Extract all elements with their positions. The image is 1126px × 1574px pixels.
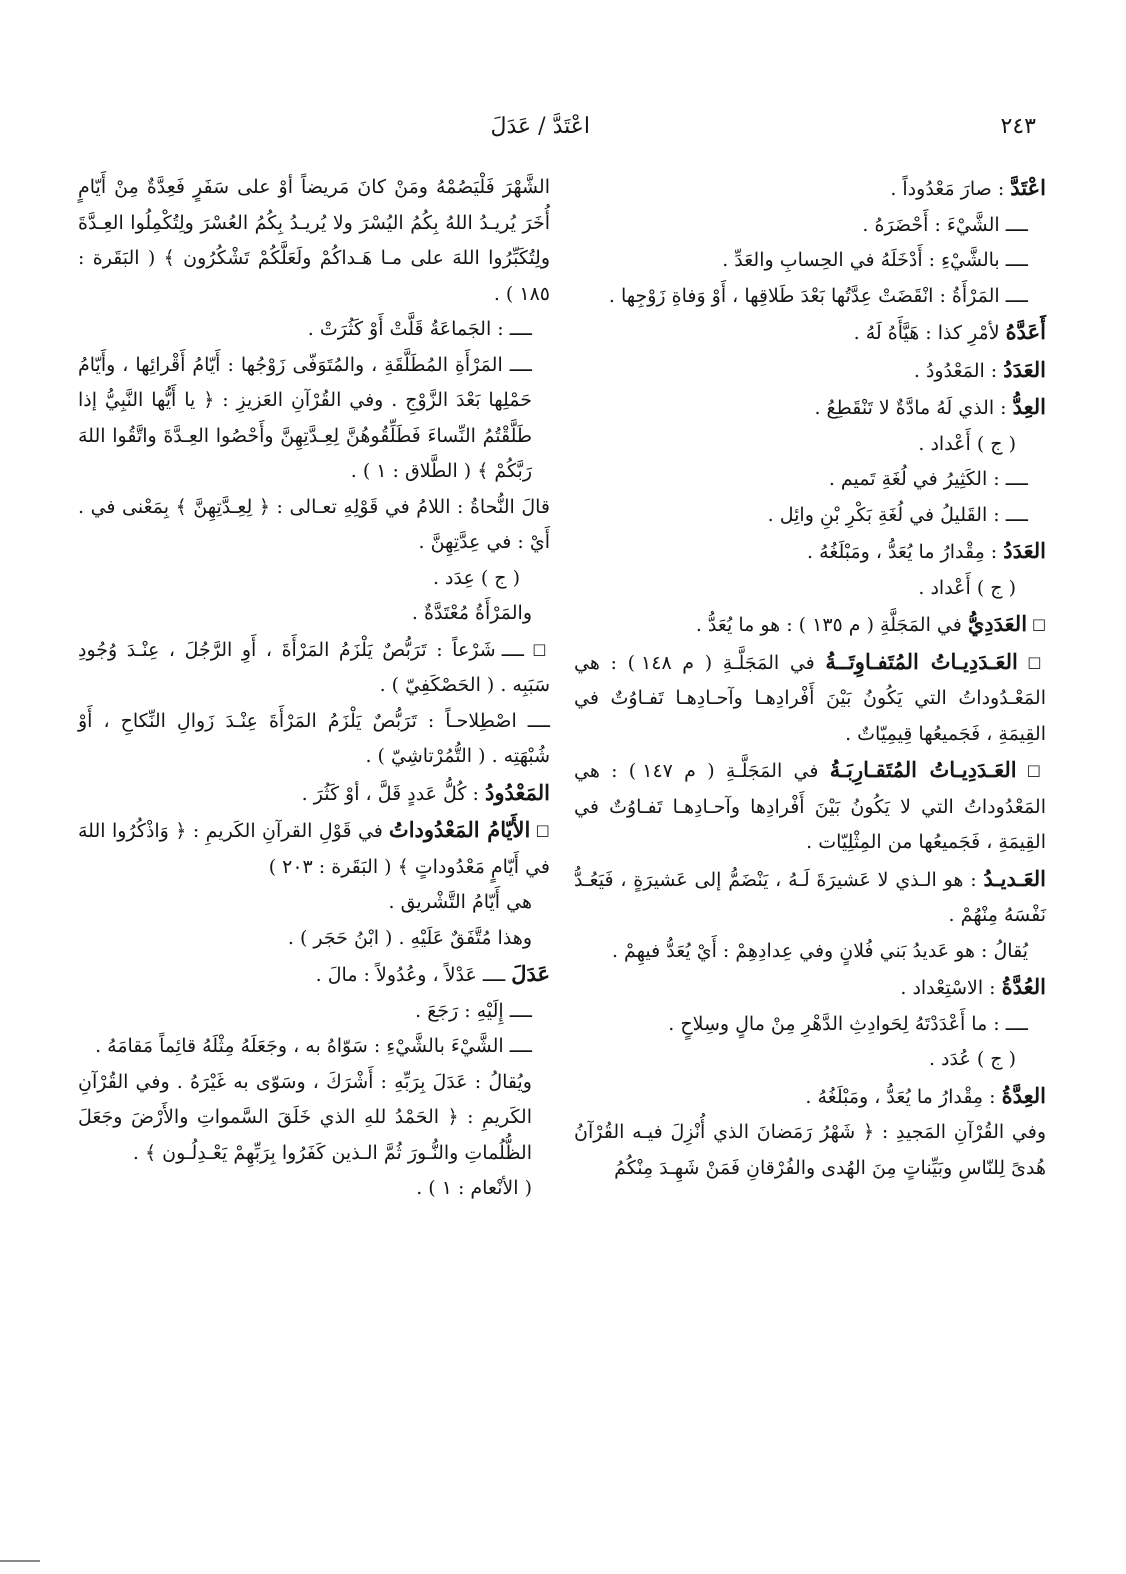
dictionary-line: هي أَيّامُ التَّشْريق . (388, 891, 532, 913)
headword: العِدُّ (1012, 394, 1046, 419)
definition-text: في المَجَلَّةِ ( م ١٣٥ ) : هو ما يُعَدُّ . (695, 614, 968, 636)
dictionary-entry (574, 861, 1046, 934)
dictionary-line: الشَّهْرَ فَلْيَصُمْهُ ومَنْ كانَ مَريضاً أوْ على سَفَرٍ فَعِدَّةٌ مِنْ أَيّامٍ أُخَرَ يُريـدُ اللهُ بِكُمُ اليُسْرَ ولا يُريـدُ بِكُمُ العُسْرَ ولِتُكْمِلُوا العِـدَّةَ ولِتُكَبِّرُوا اللهَ على مـا هَـداكُمْ ولَعَلَّكُمْ تَشْكُرُون ﴾ ( البَقَرة : ١٨٥ ) . (78, 176, 550, 305)
headword: العِدَّةُ (1001, 1082, 1046, 1108)
dictionary-entry (574, 389, 1046, 427)
dictionary-entry (574, 170, 1046, 208)
headword: العُدَّةُ (1001, 974, 1046, 999)
dictionary-entry (574, 314, 1046, 352)
dictionary-line: والمَرْأَةُ مُعْتَدَّةٌ . (411, 602, 532, 624)
definition-text: في قَوْلِ القرآنِ الكَريمِ : ﴿ وَاذْكُرُوا اللهَ في أَيّامٍ مَعْدُوداتٍ ﴾ ( البَقَرة : ٢٠٣ ) (78, 820, 550, 878)
definition-text: : صارَ مَعْدُوداً . (890, 178, 1011, 200)
dictionary-entry (574, 533, 1046, 571)
dictionary-entry (574, 969, 1046, 1007)
boxed-entry (78, 812, 550, 885)
headword: اعْتَدَّ (1010, 175, 1046, 200)
dictionary-line: ــــ المَرْأَةُ : انْقَضَتْ عِدَّتُها بَعْدَ طَلاقِها ، أَوْ وَفاةِ زَوْجِها . (608, 284, 1028, 307)
dictionary-line: ــــ إِلَيْهِ : رَجَعَ . (415, 999, 532, 1022)
dictionary-line: ــــ : ما أَعْدَدْتَهُ لِحَوادِثِ الدَّهْرِ مِنْ مالٍ وسِلاحٍ . (668, 1012, 1028, 1035)
definition-text: ــــ شَرْعاً : تَرَبُّصٌ يَلْزَمُ المَرْأَةَ ، أَوِ الرَّجُلَ ، عِنْـدَ وُجُودِ سَبَبِه . ( الحَصْكَفِيّ ) . (78, 638, 550, 696)
boxed-entry (78, 632, 550, 704)
dictionary-line: وفي القُرْآنِ المَجيدِ : ﴿ شَهْرُ رَمَضانَ الذي أُنْزِلَ فيـه القُرْآنُ هُدىً لِلنّاسِ وبَيِّناتٍ مِنَ الهُدى والفُرْقانِ فَمَنْ شَهِـدَ مِنْكُمُ (574, 1121, 1046, 1179)
box-symbol-icon: □ (524, 639, 550, 658)
headword: العَـديـدُ (983, 865, 1046, 891)
box-symbol-icon: □ (1027, 615, 1046, 633)
dictionary-line: ــــ : الكَثِيرُ في لُغَةِ تَميم . (828, 468, 1028, 490)
headword: المَعْدُودُ (484, 779, 550, 805)
headword: العَدَدُ (1003, 538, 1046, 563)
dictionary-line: ــــ الشَّيْءَ بالشَّيْءِ : سَوّاهُ به ، وجَعَلَهُ مِثْلَهُ قائِماً مَقامَهُ . (95, 1035, 532, 1057)
dictionary-line: ــــ : الجَماعَةُ قَلَّتْ أَوْ كَثُرَتْ . (307, 318, 532, 340)
dictionary-line: ــــ : القَليلُ في لُغَةِ بَكْرِ بْنِ وائِل . (767, 503, 1028, 526)
dictionary-entry (78, 956, 550, 994)
dictionary-line: ( ج ) أَعْداد . (918, 432, 1016, 455)
box-symbol-icon: □ (1016, 761, 1046, 779)
definition-text: في المَجَلَّـةِ ( م ١٤٧ ) : هي المَعْدُوداتُ التي لا يَكُونُ بَيْنَ أَفْرادِها وآحـادِهـا تَفـاوُتٌ في القِيمَةِ ، فَجَميعُها من المِثْلِيّات . (574, 760, 1046, 853)
definition-text: : كُلُّ عَددٍ قَلَّ ، أوْ كَثُرَ . (301, 782, 485, 805)
dictionary-line: ــــ المَرْأَةِ المُطَلَّقَةِ ، والمُتَوَفّى زَوْجُها : أَيّامُ أَقْرائِها ، وأَيّامُ حَمْلِها بَعْدَ الزَّوْجِ . وفي القُرْآنِ العَزيزِ : ﴿ يا أَيُّها النَّبِيُّ إذا طَلَّقْتُمُ النِّساءَ فَطَلِّقُوهُنَّ لِعِـدَّتِهِنَّ وأَحْصُوا العِـدَّةَ واتَّقُوا اللهَ رَبَّكُمْ ﴾ ( الطَّلاق : ١ ) . (78, 353, 532, 482)
headword: الأَيّامُ المَعْدُوداتُ (388, 817, 531, 842)
definition-text: لأمْرِ كذا : هَيَّأَهُ لَهُ . (853, 322, 1006, 344)
dictionary-line: ( ج ) عُدَد . (928, 1048, 1016, 1070)
dictionary-entry (574, 352, 1046, 390)
definition-text: في المَجَلَّـةِ ( م ١٤٨ ) : هي المَعْـدُوداتُ التي يَكُونُ بَيْنَ أَفْرادِهـا وآحـادِهـا تَفـاوُتٌ في القِيمَةِ ، فَجَميعُها قِيمِيّاتٌ . (574, 651, 1046, 745)
dictionary-line: ــــ الشَّيْءَ : أَحْضَرَهُ . (862, 213, 1028, 236)
definition-text: : هو الـذي لا عَشيرَةَ لَـهُ ، يَنْضَمُّ إلى عَشيرَةٍ ، فَيَعُـدُّ نَفْسَهُ مِنْهُمْ . (574, 868, 1046, 926)
definition-text: : مِقْدارُ ما يُعَدُّ ، ومَبْلَغُهُ . (807, 541, 1004, 563)
definition-text: : الذي لَهُ مادَّةٌ لا تَنْقَطِعُ . (814, 397, 1013, 419)
box-symbol-icon: □ (1017, 652, 1046, 671)
dictionary-line: ( ج ) أَعْداد . (918, 576, 1016, 599)
dictionary-line: ( ج ) عِدَد . (432, 566, 520, 589)
headword: العَـدَدِيـاتُ المُتَقـارِبَـةُ (829, 757, 1017, 782)
definition-text: : مِقْدارُ ما يُعَدُّ ، ومَبْلَغُهُ . (805, 1085, 1002, 1108)
page-edge-mark (0, 1560, 40, 1562)
dictionary-line: ــــ بالشَّيْءِ : أَدْخَلَهُ في الحِسابِ والعَدِّ . (722, 249, 1028, 271)
headword: أَعَدَّهُ (1005, 319, 1046, 344)
dictionary-line: ــــ اصْطِلاحـاً : تَرَبُّصٌ يَلْزَمُ المَرْأَةَ عِنْـدَ زَوالِ النِّكاحِ ، أَوْ شُبْهَتِه . ( التُّمُرْتاشِيّ ) . (78, 709, 550, 767)
dictionary-entry (78, 775, 550, 813)
definition-text: ــــ عَدْلاً ، وعُدُولاً : مالَ . (315, 964, 512, 986)
dictionary-line: ويُقالُ : عَدَلَ بِرَبِّهِ : أَشْرَكَ ، وسَوّى به غَيْرَهُ . وفي القُرْآنِ الكَريمِ : ﴿ الحَمْدُ للهِ الذي خَلَقَ السَّمواتِ والأَرْضَ وجَعَلَ الظُّلُماتِ والنُّـورَ ثُمَّ الـذين كَفَرُوا بِرَبِّهِمْ يَعْـدِلُـون ﴾ . (78, 1070, 532, 1164)
dictionary-line: يُقالُ : هو عَديدُ بَني فُلانٍ وفي عِدادِهِمْ : أَيْ يُعَدُّ فيهِمْ . (611, 939, 1028, 962)
dictionary-line: ( الأنْعام : ١ ) . (416, 1177, 532, 1199)
boxed-entry (574, 644, 1046, 753)
running-header-words: اعْتَدَّ / عَدَلَ (490, 114, 590, 139)
headword: العَدَدُ (1003, 356, 1046, 382)
definition-text: : الاسْتِعْداد . (900, 977, 1002, 999)
dictionary-entry (574, 1078, 1046, 1116)
headword: عَدَلَ (511, 961, 550, 986)
right-column (574, 170, 1046, 1186)
page-number: ٢٤٣ (1000, 114, 1036, 139)
boxed-entry (574, 752, 1046, 861)
definition-text: : المَعْدُودُ . (913, 359, 1004, 382)
headword: العَـدَدِيـاتُ المُتَفـاوِتَــةُ (825, 648, 1018, 674)
dictionary-line: وهذا مُتَّفَقٌ عَلَيْهِ . ( ابْنُ حَجَر ) . (287, 926, 532, 949)
left-column (78, 170, 550, 1207)
box-symbol-icon: □ (530, 821, 550, 839)
dictionary-line: قالَ النُّحاةُ : اللامُ في قَوْلِهِ تعـالى : ﴿ لِعِـدَّتِهِنَّ ﴾ بِمَعْنى في . أَيْ : في عِدَّتِهِنَّ . (78, 495, 550, 553)
boxed-entry (574, 606, 1046, 644)
headword: العَدَدِيُّ (967, 611, 1028, 636)
